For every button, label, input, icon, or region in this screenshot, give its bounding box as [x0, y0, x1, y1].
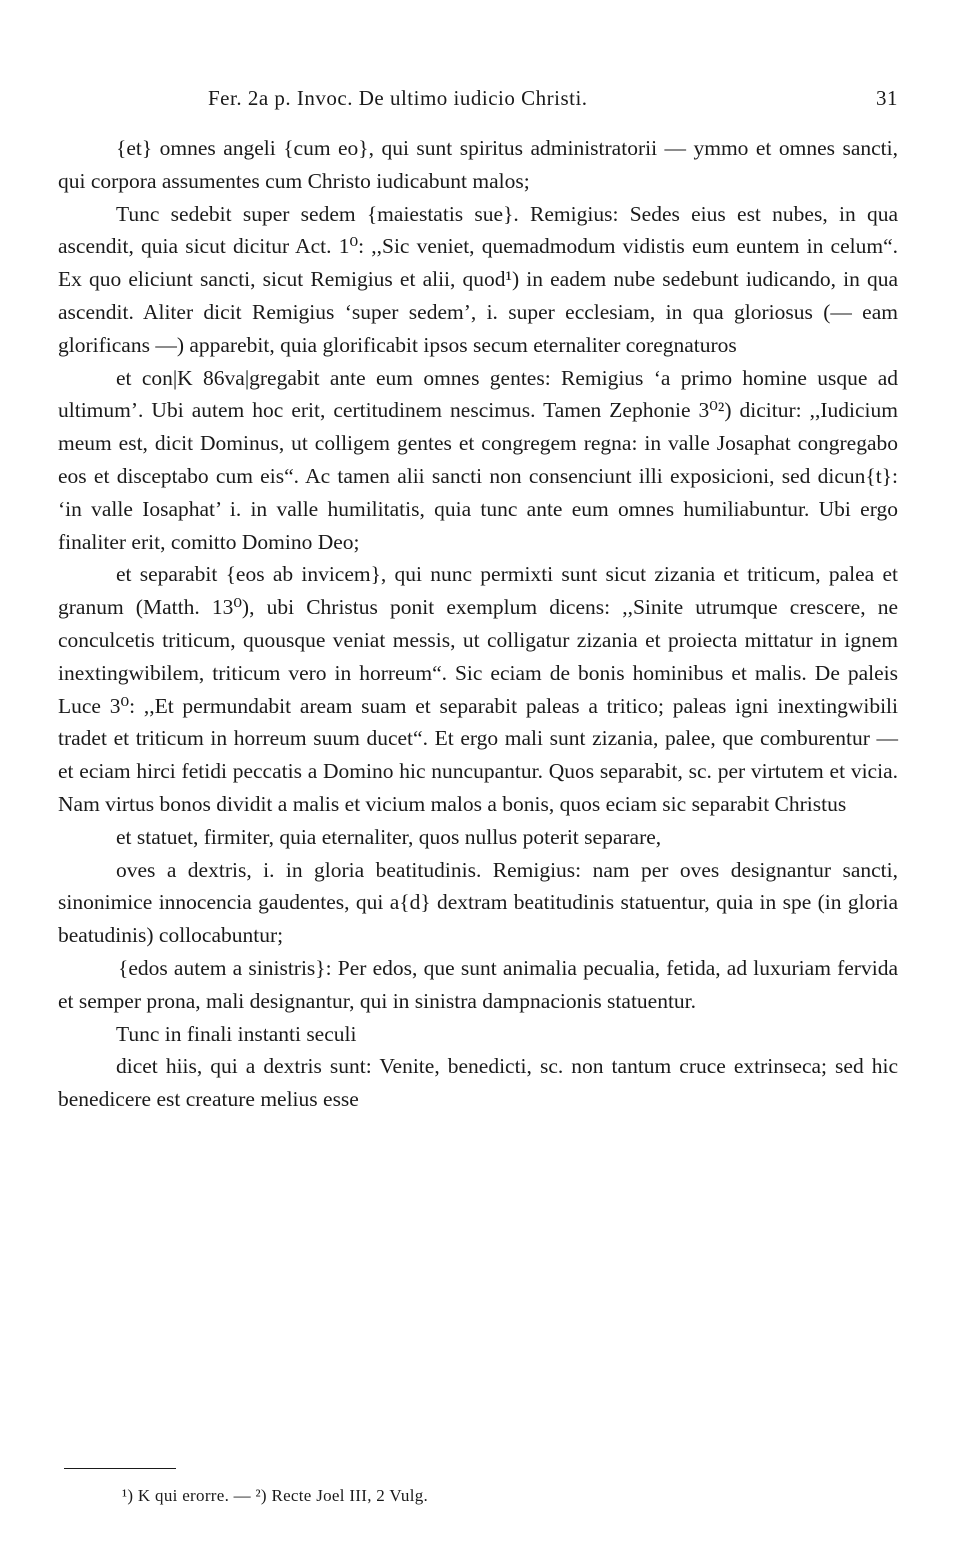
running-head — [58, 78, 898, 118]
paragraph-oves: oves a dextris, i. in gloria beatitudinis. Remigius: nam per oves designantur sancti, sinonimice innocencia gaudentes, qui a{d} dextram beatitudinis statuentur, quia in spe (in gloria beatudinis) collocabuntur; — [58, 857, 898, 948]
paragraph-congregabit: et con|K 86va|gregabit ante eum omnes gentes: Remigius ‘a primo homine usque ad ultimum’. Ubi autem hoc erit, certitudinem nescimus. Tamen Zephonie 3⁰²) dicitur: ,,Iudicium meum est, dicit Dominus, ut colligem gentes et congregem regna: in valle Josaphat congregabo eos et disceptabo cum eis“. Ac tamen alii sancti non consenciunt illi exposicioni, sed dicun{t}: ‘in valle Iosaphat’ i. in valle humilitatis, quia tunc ante eum omnes humiliabuntur. Ubi ergo finaliter erit, comitto Domino Deo; — [58, 365, 898, 554]
body-text — [58, 132, 898, 1116]
paragraph-tunc: Tunc in finali instanti seculi — [116, 1021, 357, 1046]
footnotes: ¹) K qui erorre. — ²) Recte Joel III, 2 Vulg. — [122, 1486, 429, 1505]
paragraph-edos: {edos autem a sinistris}: Per edos, que sunt animalia pecualia, fetida, ad luxuriam fervida et semper prona, mali designantur, qui in sinistra dampnacionis statuentur. — [58, 955, 898, 1013]
paragraph-statuet: et statuet, firmiter, quia eternaliter, quos nullus poterit separare, — [116, 824, 662, 849]
footnote-divider — [64, 1468, 176, 1469]
paragraph-separabit: et separabit {eos ab invicem}, qui nunc permixti sunt sicut zizania et triticum, palea et granum (Matth. 13⁰), ubi Christus ponit exemplum dicens: ,,Sinite utrumque crescere, ne conculcetis triticum, quousque veniat messis, ut colligatur zizania et proiecta mittatur in ignem inextingwibilem, triticum vero in horreum“. Sic eciam de bonis hominibus et malis. De paleis Luce 3⁰: ,,Et permundabit aream suam et separabit paleas a tritico; paleas igni inextingwibili tradet et triticum in horreum suum ducet“. Et ergo mali sunt zizania, palee, que comburentur — et eciam hirci fetidi peccatis a Domino hic nuncupantur. Quos separabit, sc. per virtutem et vicia. Nam virtus bonos dividit a malis et vicium malos a bonis, quos eciam sic separabit Christus — [58, 562, 898, 816]
page-number: 31 — [876, 86, 898, 110]
paragraph-sedebit: Tunc sedebit super sedem {maiestatis sue}. Remigius: Sedes eius est nubes, in qua ascendit, quia sicut dicitur Act. 1⁰: ,,Sic veniet, quemadmodum vidistis eum euntem in celum“. Ex quo eliciunt sancti, sicut Remigius et alii, quod¹) in eadem nube sedebunt iudicando, in qua ascendit. Aliter dicit Remigius ‘super sedem’, i. super ecclesiam, in qua gloriosus (— eam glorificans —) apparebit, quia glorificabit ipsos secum eternaliter coregnaturos — [58, 201, 898, 357]
paragraph-angeli: {et} omnes angeli {cum eo}, qui sunt spiritus administratorii — ymmo et omnes sancti, qui corpora assumentes cum Christo iudicabunt malos; — [58, 136, 898, 193]
running-title: Fer. 2a p. Invoc. De ultimo iudicio Christi. — [208, 86, 588, 110]
book-page — [58, 78, 898, 1116]
paragraph-dicet: dicet hiis, qui a dextris sunt: Venite, benedicti, sc. non tantum cruce extrinseca; sed hic benedicere est creature melius esse — [58, 1054, 898, 1112]
